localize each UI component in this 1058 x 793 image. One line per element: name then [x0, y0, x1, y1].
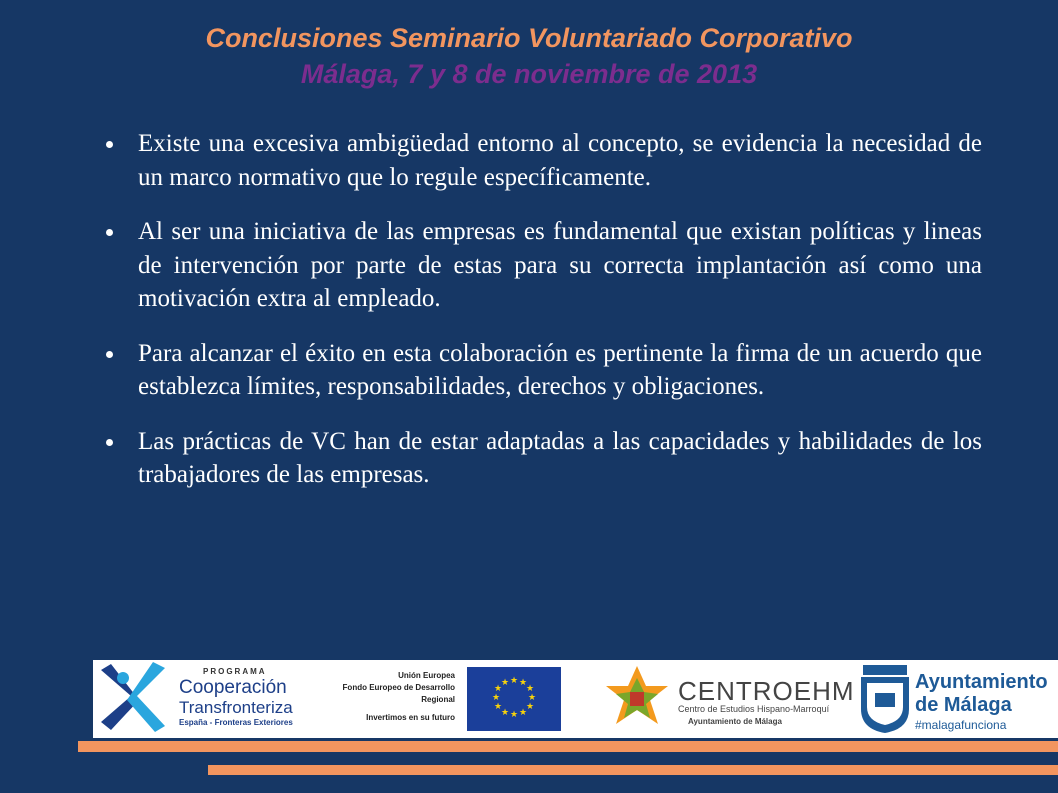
eu-flag-icon — [467, 667, 561, 731]
svg-text:★: ★ — [518, 678, 528, 688]
ayuntamiento-hashtag: #malagafunciona — [915, 718, 1007, 732]
bullet-item — [104, 425, 982, 492]
bullet-item — [104, 127, 982, 194]
bullet-item — [104, 215, 982, 316]
svg-text:★: ★ — [493, 684, 503, 694]
cooperacion-line3: España - Fronteras Exteriores — [179, 718, 293, 727]
centro-ehm-name: CENTROEHM — [678, 676, 855, 706]
eu-line3: Regional — [421, 695, 455, 704]
cooperacion-line1: Cooperación — [179, 677, 287, 698]
cooperacion-line2: Transfronteriza — [179, 698, 293, 717]
bullet-dot-icon — [106, 351, 113, 358]
accent-bar-bottom — [208, 765, 1058, 775]
sponsor-logo-strip — [93, 660, 1058, 738]
svg-text:★: ★ — [491, 693, 501, 703]
eu-line4: Invertimos en su futuro — [366, 713, 455, 722]
bullet-dot-icon — [106, 141, 113, 148]
svg-text:★: ★ — [525, 702, 535, 712]
bullet-text: Las prácticas de VC han de estar adaptadas a las capacidades y habilidades de los trabajadores de las empresas. — [138, 427, 982, 488]
bullet-dot-icon — [106, 439, 113, 446]
ayuntamiento-line2: de Málaga — [915, 694, 1012, 716]
bullet-text: Para alcanzar el éxito en esta colaboración es pertinente la firma de un acuerdo que establezca límites, responsabilidades, derechos y obligaciones. — [138, 339, 982, 400]
centro-ehm-logo — [598, 660, 855, 738]
cooperacion-emblem-icon — [93, 660, 173, 738]
cooperacion-logo — [93, 660, 313, 738]
eu-line2: Fondo Europeo de Desarrollo — [342, 683, 455, 692]
svg-text:★: ★ — [509, 676, 519, 686]
ayuntamiento-line1: Ayuntamiento — [915, 671, 1048, 693]
bullet-text: Al ser una iniciativa de las empresas es fundamental que existan políticas y lineas de intervención por parte de estas para su correcta implantación así como una motivación extra al empleado. — [138, 218, 982, 312]
slide-subtitle: Málaga, 7 y 8 de noviembre de 2013 — [300, 59, 758, 89]
bullet-dot-icon — [106, 229, 113, 236]
bullet-list — [104, 127, 982, 513]
svg-text:★: ★ — [527, 693, 537, 703]
centro-ehm-subtitle: Centro de Estudios Hispano-Marroquí — [678, 704, 830, 714]
malaga-coat-of-arms-icon — [857, 663, 913, 735]
eu-line1: Unión Europea — [398, 671, 455, 680]
svg-text:★: ★ — [493, 702, 503, 712]
slide-title: Conclusiones Seminario Voluntariado Corporativo — [205, 23, 853, 53]
ayuntamiento-logo — [853, 660, 1058, 738]
accent-bar-top — [78, 741, 1058, 752]
bullet-text: Existe una excesiva ambigüedad entorno al concepto, se evidencia la necesidad de un marco normativo que lo regule específicamente. — [138, 130, 982, 191]
eu-fund-logo — [323, 660, 463, 738]
bullet-item — [104, 337, 982, 404]
svg-text:★: ★ — [500, 708, 510, 718]
svg-text:★: ★ — [500, 678, 510, 688]
svg-text:★: ★ — [509, 710, 519, 720]
centro-ehm-star-icon — [602, 664, 672, 734]
svg-text:★: ★ — [518, 708, 528, 718]
programa-label: PROGRAMA — [203, 667, 267, 676]
svg-text:★: ★ — [525, 684, 535, 694]
centro-ehm-ayto: Ayuntamiento de Málaga — [688, 717, 782, 726]
